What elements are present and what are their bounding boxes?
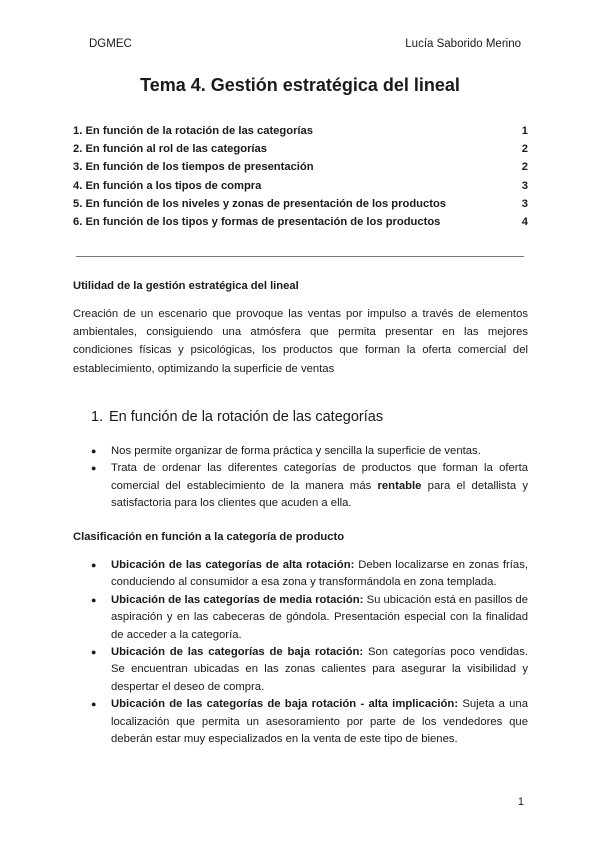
bullet-text: Sujeta a una localización que permita un asesoramiento por parte de los vendedores que deberán estar muy especializados en la venta de este tipo de bienes. bbox=[111, 698, 528, 746]
list-item bbox=[73, 460, 528, 512]
toc-entry[interactable] bbox=[73, 177, 528, 195]
bullet-bold-text: Ubicación de las categorías de media rotación: bbox=[111, 593, 364, 606]
list-item bbox=[73, 696, 528, 748]
section-1-bullets bbox=[73, 443, 528, 513]
utilidad-heading: Utilidad de la gestión estratégica del lineal bbox=[73, 280, 299, 292]
bullet-bold-text: rentable bbox=[377, 479, 422, 492]
page-number: 1 bbox=[517, 796, 524, 808]
bullet-icon: ● bbox=[91, 446, 97, 456]
bullet-text: Trata de ordenar las diferentes categorías de productos que forman la oferta comercial del establecimiento de la manera más bbox=[111, 462, 528, 492]
bullet-bold-text: Ubicación de las categorías de baja rotación - alta implicación: bbox=[111, 698, 459, 711]
toc-entry-page: 1 bbox=[521, 125, 528, 137]
toc-entry-page: 2 bbox=[521, 143, 528, 156]
table-of-contents bbox=[73, 122, 528, 231]
toc-entry[interactable] bbox=[73, 195, 528, 213]
toc-entry-page: 3 bbox=[521, 197, 528, 210]
page-header bbox=[89, 38, 521, 54]
bullet-icon: ● bbox=[91, 594, 97, 605]
list-item bbox=[73, 443, 528, 460]
bullet-bold-text: Ubicación de las categorías de baja rotación: bbox=[111, 646, 364, 659]
clasificacion-bullets bbox=[73, 557, 528, 748]
toc-entry-page: 3 bbox=[521, 179, 528, 192]
bullet-icon: ● bbox=[91, 560, 97, 570]
bullet-text: Deben localizarse en zonas frías, conduciendo al consumidor a esa zona y transformándola en zona templada. bbox=[111, 559, 528, 589]
list-item bbox=[73, 592, 528, 644]
toc-entry-label: 5. En función de los niveles y zonas de presentación de los productos bbox=[73, 197, 447, 210]
section-1-number: 1. bbox=[91, 409, 104, 425]
bullet-icon: ● bbox=[91, 647, 97, 658]
toc-entry-label: 6. En función de los tipos y formas de presentación de los productos bbox=[73, 215, 441, 228]
toc-entry[interactable] bbox=[73, 158, 528, 176]
toc-entry-label: 2. En función al rol de las categorías bbox=[73, 143, 267, 156]
list-item bbox=[73, 557, 528, 592]
bullet-bold-text: Ubicación de las categorías de alta rotación: bbox=[111, 559, 355, 571]
toc-entry-page: 4 bbox=[521, 215, 528, 228]
toc-entry-label: 3. En función de los tiempos de presentación bbox=[73, 161, 314, 174]
bullet-icon: ● bbox=[91, 463, 97, 474]
list-item bbox=[73, 644, 528, 696]
bullet-text: Son categorías poco vendidas. Se encuentran ubicadas en las zonas calientes para asegurar la visibilidad y despertar el deseo de compra. bbox=[111, 646, 528, 693]
toc-entry-label: 4. En función a los tipos de compra bbox=[73, 179, 262, 192]
toc-entry-page: 2 bbox=[521, 161, 528, 174]
toc-entry[interactable] bbox=[73, 140, 528, 158]
header-author: Lucía Saborido Merino bbox=[405, 38, 521, 50]
clasificacion-heading: Clasificación en función a la categoría de producto bbox=[73, 531, 345, 543]
bullet-icon: ● bbox=[91, 699, 97, 710]
bullet-text: Su ubicación está en pasillos de aspiración y en las cabeceras de góndola. Presentación especial con la finalidad de acceder a la categoría. bbox=[111, 593, 528, 641]
toc-entry[interactable] bbox=[73, 122, 528, 140]
section-1-heading bbox=[91, 409, 383, 425]
horizontal-divider bbox=[76, 256, 524, 257]
section-1-title: En función de la rotación de las categorías bbox=[109, 409, 384, 425]
toc-entry[interactable] bbox=[73, 213, 528, 231]
bullet-text: Nos permite organizar de forma práctica y sencilla la superficie de ventas. bbox=[111, 445, 481, 457]
header-course: DGMEC bbox=[89, 38, 132, 50]
toc-entry-label: 1. En función de la rotación de las categorías bbox=[73, 125, 313, 137]
document-title: Tema 4. Gestión estratégica del lineal bbox=[140, 75, 460, 95]
utilidad-paragraph: Creación de un escenario que provoque las ventas por impulso a través de elementos ambientales, consiguiendo una atmósfera que permita presentar en las mejores condiciones físicas y psicológicas, los productos que forman la oferta comercial del establecimiento, optimizando la superficie de ventas bbox=[73, 308, 528, 375]
bullet-text: para el detallista y satisfactoria para los clientes que acuden a ella. bbox=[111, 479, 528, 510]
